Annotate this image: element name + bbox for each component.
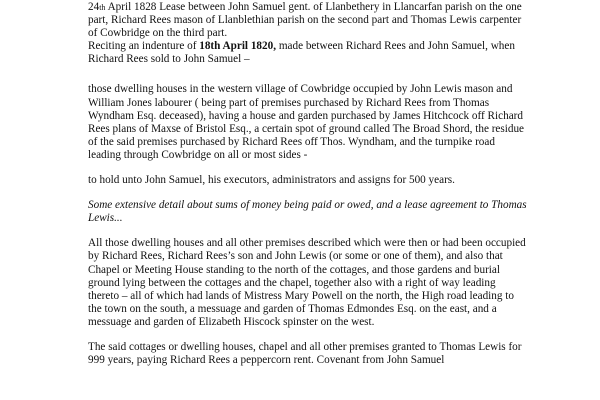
heading-month-year: April 1828: [105, 1, 157, 13]
spacer: [88, 162, 528, 174]
spacer: [88, 187, 528, 199]
houses-paragraph: those dwelling houses in the western village of Cowbridge occupied by John Lewis mason and William Jones labourer ( being part of premises purchased by Richard Rees from Thomas Wyndham Esq. deceased), having a house and garden purchased by James Hitchcock off Richard Rees plans of Maxse of Bristol Esq., a certain spot of ground called The Broad Shord, the residue of the said premises purchased by Richard Rees off Thos. Wyndham, and the turnpike road leading through Cowbridge on all or most sides -: [88, 83, 525, 161]
summary-note: Some extensive detail about sums of money being paid or owed, and a lease agreement to Thomas Lewis...: [88, 199, 527, 225]
premises-paragraph: All those dwelling houses and all other premises described which were then or had been occupied by Richard Rees, Richard Rees’s son and John Lewis (or some or one of them), and also that Chapel or Meeting House standing to the north of the cottages, and those gardens and burial ground lying between the cottages and the chapel, together also with a right of way leading thereto – all of which had lands of Mistress Mary Powell on the north, the High road leading to the town on the south, a messuage and garden of Thomas Edmondes Esq. on the east, and a messuage and garden of Elizabeth Hiscock spinster on the west.: [88, 237, 526, 328]
reciting-date: 18th April 1820,: [199, 40, 277, 53]
heading-day: 24: [88, 1, 100, 13]
reciting-prefix: Reciting an indenture of: [88, 40, 200, 53]
spacer: [88, 329, 528, 341]
heading-paragraph: [88, 1, 528, 40]
reciting-paragraph: [88, 40, 528, 66]
document-body: [88, 1, 528, 367]
reciting-suffix: made between Richard Rees and John Samuel, when Richard Rees sold to John Samuel –: [88, 40, 515, 66]
spacer: [88, 66, 528, 83]
spacer: [88, 225, 528, 237]
heading-day-suffix: th: [99, 3, 106, 12]
hold-paragraph: to hold unto John Samuel, his executors, administrators and assigns for 500 years.: [88, 174, 455, 187]
heading-rest: Lease between John Samuel gent. of Llanbethery in Llancarfan parish on the one part, Richard Rees mason of Llanblethian parish on the second part and Thomas Lewis carpenter of Cowbridge on the third part.: [88, 1, 522, 40]
grant-paragraph: The said cottages or dwelling houses, chapel and all other premises granted to Thomas Lewis for 999 years, paying Richard Rees a peppercorn rent. Covenant from John Samuel: [88, 340, 522, 367]
